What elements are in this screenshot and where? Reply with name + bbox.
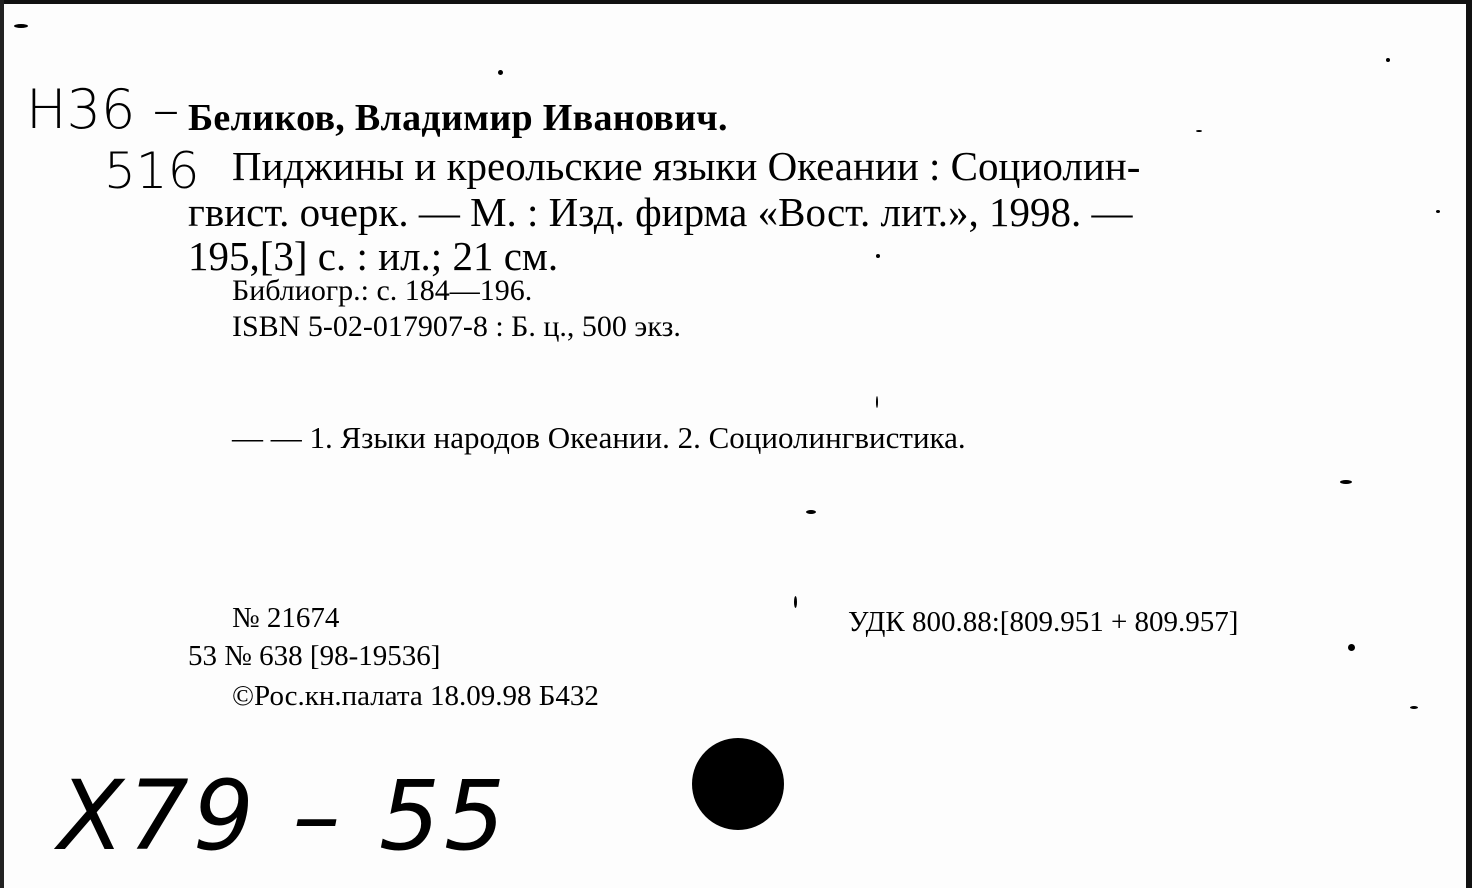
scan-speck bbox=[876, 254, 880, 258]
handwritten-inventory-number: Х79 – 55 bbox=[58, 760, 510, 872]
subject-headings: — — 1. Языки народов Океании. 2. Социолингвистика. bbox=[232, 420, 966, 455]
scan-speck bbox=[14, 24, 28, 28]
scan-speck bbox=[1386, 58, 1390, 62]
isbn-line: ISBN 5-02-017907-8 : Б. ц., 500 экз. bbox=[232, 310, 681, 343]
card-right-edge bbox=[1466, 0, 1472, 888]
scan-speck bbox=[806, 510, 816, 514]
scan-speck bbox=[1436, 210, 1440, 213]
record-number: № 21674 bbox=[232, 602, 340, 634]
title-line-1: Пиджины и креольские языки Океании : Социолин- bbox=[232, 143, 1141, 189]
author-heading: Беликов, Владимир Иванович. bbox=[188, 97, 728, 139]
title-line-3: 195,[3] с. : ил.; 21 см. bbox=[188, 233, 559, 279]
copyright-line: ©Рос.кн.палата 18.09.98 Б432 bbox=[232, 680, 599, 712]
scan-speck bbox=[1340, 480, 1352, 484]
card-punch-hole bbox=[692, 738, 784, 830]
scan-speck bbox=[1196, 130, 1202, 132]
bibliography-note: Библиогр.: с. 184—196. bbox=[232, 274, 533, 307]
scan-speck bbox=[876, 396, 878, 408]
card-left-edge bbox=[0, 0, 4, 888]
scan-speck bbox=[1410, 706, 1418, 709]
record-number-2: 53 № 638 [98-19536] bbox=[188, 640, 441, 672]
scan-speck bbox=[498, 70, 503, 75]
handwritten-shelf-mark: Н36 – bbox=[26, 78, 180, 141]
scan-speck bbox=[1348, 644, 1355, 651]
scan-speck bbox=[794, 596, 797, 608]
udk-code: УДК 800.88:[809.951 + 809.957] bbox=[848, 606, 1239, 638]
card-top-edge bbox=[0, 0, 1472, 4]
handwritten-author-mark: 516 bbox=[104, 142, 200, 200]
title-line-2: гвист. очерк. — М. : Изд. фирма «Вост. лит.», 1998. — bbox=[188, 189, 1133, 235]
